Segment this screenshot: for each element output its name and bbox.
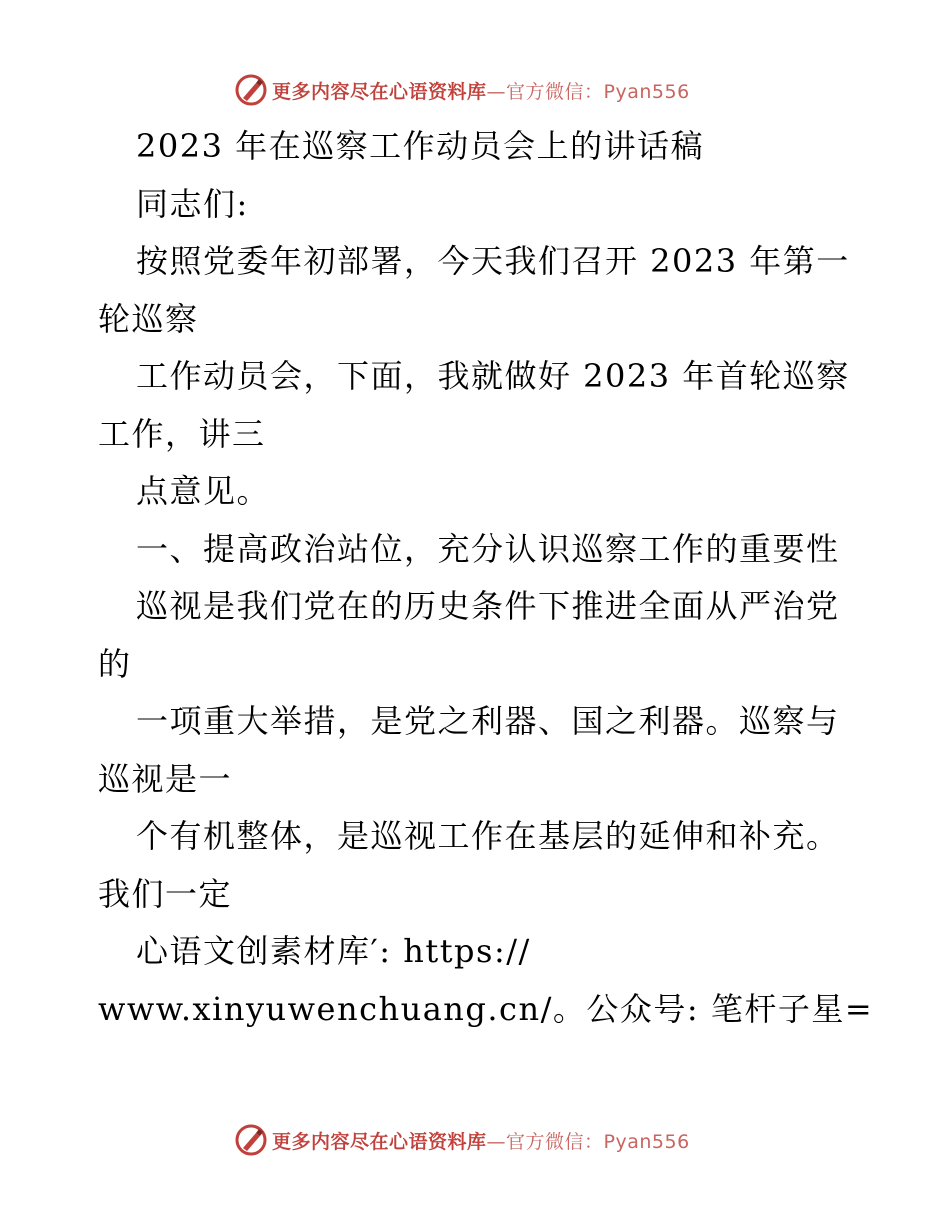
text-line: 轮巡察	[98, 299, 199, 338]
text-line: 的	[98, 644, 132, 683]
watermark-contact: —官方微信：Pyan556	[486, 1130, 690, 1153]
text-line: 我们一定	[98, 874, 233, 913]
watermark-brand: 更多内容尽在心语资料库	[272, 80, 487, 103]
document-title: 2023 年在巡察工作动员会上的讲话稿	[136, 127, 705, 165]
watermark-text	[272, 77, 690, 104]
text-line: 工作动员会，下面，我就做好 2023 年首轮巡察	[136, 357, 850, 395]
pen-logo-icon	[234, 73, 268, 107]
text-line: 巡视是一	[98, 759, 233, 798]
text-line: 心语文创素材库′: https://	[136, 932, 531, 970]
watermark-contact: —官方微信：Pyan556	[486, 80, 690, 103]
text-line: 点意见。	[136, 472, 271, 510]
text-line: 按照党委年初部署，今天我们召开 2023 年第一	[136, 242, 850, 280]
watermark-text	[272, 1127, 690, 1154]
text-line: 巡视是我们党在的历史条件下推进全面从严治党	[136, 587, 840, 625]
text-line: www.xinyuwenchuang.cn/。公众号: 笔杆子星=	[98, 989, 874, 1028]
text-line: 个有机整体，是巡视工作在基层的延伸和补充。	[136, 817, 840, 855]
header-watermark	[234, 72, 690, 108]
footer-watermark	[234, 1122, 690, 1158]
text-line: 同志们:	[136, 184, 249, 223]
text-line: 一项重大举措，是党之利器、国之利器。巡察与	[136, 702, 840, 740]
watermark-brand: 更多内容尽在心语资料库	[272, 1130, 487, 1153]
text-line: 工作，讲三	[98, 414, 266, 453]
text-line: 一、提高政治站位，充分认识巡察工作的重要性	[136, 529, 840, 568]
pen-logo-icon	[234, 1123, 268, 1157]
document-body	[98, 118, 874, 1038]
